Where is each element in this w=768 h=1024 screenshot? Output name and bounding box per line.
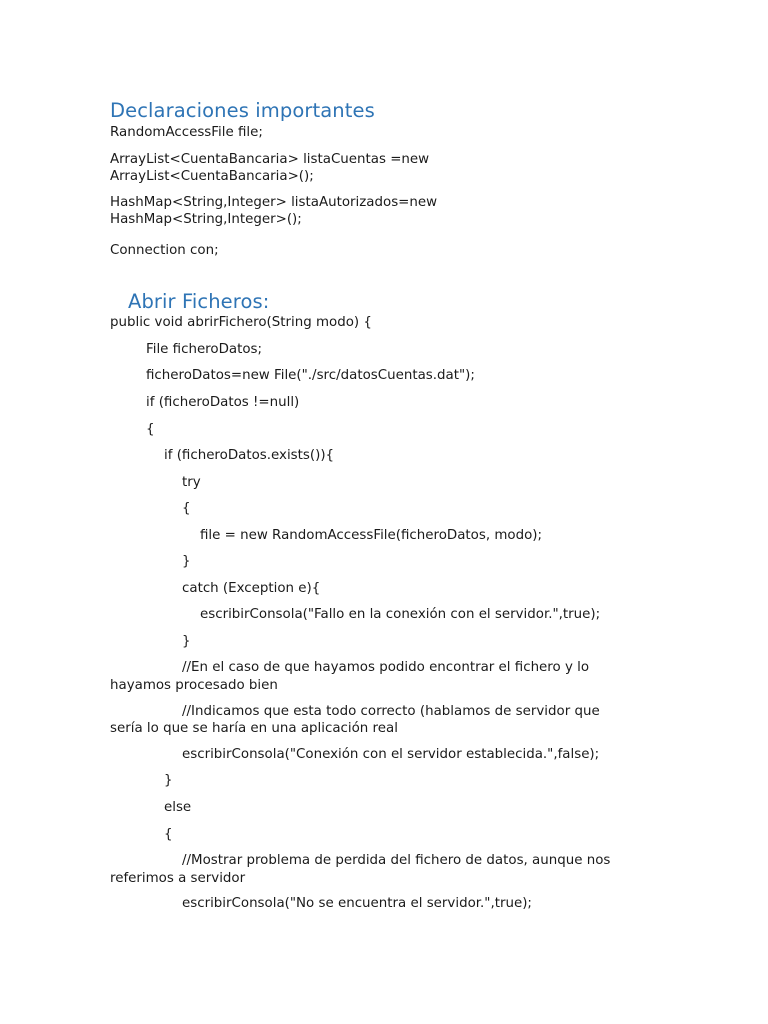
code-line: file = new RandomAccessFile(ficheroDatos, modo); xyxy=(200,528,543,543)
code-line: catch (Exception e){ xyxy=(182,581,321,596)
code-line: if (ficheroDatos !=null) xyxy=(146,395,300,410)
code-line: RandomAccessFile file; xyxy=(110,125,263,140)
code-line: { xyxy=(182,501,191,516)
code-line: escribirConsola("Conexión con el servidor establecida.",false); xyxy=(182,747,600,762)
code-line: else xyxy=(164,800,192,815)
code-line: Connection con; xyxy=(110,243,219,258)
code-line: escribirConsola("Fallo en la conexión con el servidor.",true); xyxy=(200,607,601,622)
code-line: } xyxy=(182,634,191,649)
code-comment: hayamos procesado bien xyxy=(110,678,278,693)
heading-open-files: Abrir Ficheros: xyxy=(128,290,270,313)
code-line: { xyxy=(164,827,173,842)
code-comment: //En el caso de que hayamos podido encontrar el fichero y lo xyxy=(182,660,590,675)
code-line: HashMap<String,Integer> listaAutorizados=new xyxy=(110,195,438,210)
code-comment: referimos a servidor xyxy=(110,871,246,886)
code-line: public void abrirFichero(String modo) { xyxy=(110,315,372,330)
code-line: { xyxy=(146,422,155,437)
heading-declarations: Declaraciones importantes xyxy=(110,99,375,122)
code-line: } xyxy=(182,554,191,569)
code-line: ficheroDatos=new File("./src/datosCuentas.dat"); xyxy=(146,368,475,383)
code-line: escribirConsola("No se encuentra el servidor.",true); xyxy=(182,896,532,911)
code-line: try xyxy=(182,475,201,490)
code-line: if (ficheroDatos.exists()){ xyxy=(164,448,335,463)
code-comment: //Indicamos que esta todo correcto (hablamos de servidor que xyxy=(182,704,600,719)
code-comment: //Mostrar problema de perdida del fichero de datos, aunque nos xyxy=(182,853,611,868)
code-line: ArrayList<CuentaBancaria>(); xyxy=(110,169,314,184)
code-line: ArrayList<CuentaBancaria> listaCuentas =new xyxy=(110,152,430,167)
code-line: File ficheroDatos; xyxy=(146,342,263,357)
code-comment: sería lo que se haría en una aplicación real xyxy=(110,721,398,736)
code-line: } xyxy=(164,773,173,788)
code-line: HashMap<String,Integer>(); xyxy=(110,212,302,227)
